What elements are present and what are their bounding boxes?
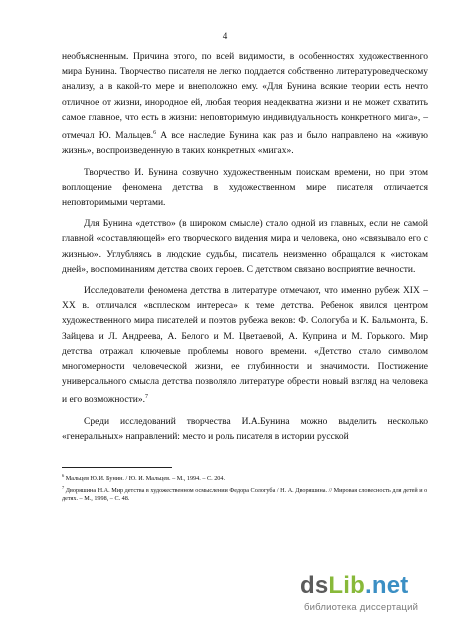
footnotes bbox=[62, 472, 428, 504]
footnote-6 bbox=[62, 472, 428, 484]
dslib-watermark[interactable] bbox=[300, 572, 448, 616]
logo-net: .net bbox=[365, 572, 409, 599]
logo-ds: ds bbox=[300, 572, 329, 599]
paragraph-3-text: Для Бунина «детство» (в широком смысле) стало одной из главных, если не самой главной «составляющей» его творческого видения мира и человека, оно «связывало его с жизнью». Углубляясь в людские судьбы, писатель неизменно обращался к «истокам дней», воспоминаниям детства своих героев. С детством связано восприятие вечности. bbox=[62, 219, 428, 275]
paragraph-1-text-b: А все наследие Бунина как раз и было направлено на «живую жизнь», воспроизведенную в таких конкретных «мигах». bbox=[62, 131, 428, 157]
paragraph-2-text: Творчество И. Бунина созвучно художественным поискам времени, но при этом воплощение феномена детства в художественном мире писателя отличается неповторимыми чертами. bbox=[62, 167, 428, 208]
footnote-7 bbox=[62, 484, 428, 504]
paragraph-5-text: Среди исследований творчества И.А.Бунина можно выделить несколько «генеральных» направлений: место и роль писателя в истории русской bbox=[62, 416, 428, 442]
dslib-logo bbox=[300, 572, 408, 600]
page-number: 4 bbox=[222, 31, 228, 41]
footnote-7-number: 7 bbox=[62, 484, 65, 490]
logo-lib: Lib bbox=[328, 572, 366, 599]
paragraph-4-text: Исследователи феномена детства в литературе отмечают, что именно рубеж XIX – XX в. отличался «всплеском интереса» к теме детства. Ребенок явился центром художественного мира писателей и поэтов рубежа веков: Ф. Сологуба и К. Бальмонта, Б. Зайцева и Л. Андреева, А. Белого и М. Цветаевой, А. Куприна и М. Горького. Мир детства отражал ключевые проблемы нового времени. «Детство стало символом многомерности человеческой жизни, ее глубинности и значимости. Постижение универсального смысла детства позволяло литературе обрести новый взгляд на человека и его возможности». bbox=[62, 286, 428, 406]
footnote-6-text: Мальцев Ю.И. Бунин. / Ю. И. Мальцев. – М., 1994. – С. 204. bbox=[64, 475, 226, 483]
footnote-ref-7[interactable]: 7 bbox=[145, 394, 148, 401]
paragraph-5 bbox=[62, 415, 428, 445]
paragraph-4 bbox=[62, 284, 428, 409]
footnote-6-number: 6 bbox=[62, 473, 65, 478]
dslib-subtitle: библиотека диссертаций bbox=[304, 602, 419, 613]
paragraph-1 bbox=[62, 50, 428, 160]
footnote-7-text: Дворяшина Н.А. Мир детства в художественном осмыслении Федора Сологуба / Н. А. Дворяшина. // Мировая словесность для детей и о детях. – М., 1998, – С. 48. bbox=[62, 486, 428, 503]
body-text bbox=[62, 50, 428, 451]
footnote-divider bbox=[62, 467, 172, 468]
paragraph-3 bbox=[62, 217, 428, 278]
footnote-ref-6[interactable]: 6 bbox=[153, 130, 157, 137]
paragraph-1-text-a: необъясненным. Причина этого, по всей видимости, в особенностях художественного мира Бунина. Творчество писателя не легко поддается собственно литературоведческому анализу, а в какой-то мере и внеположно ему. «Для Бунина всякие теории есть нечто отличное от жизни, инородное ей, любая теория неадекватна жизни и не может схватить самое главное, что есть в жизни: неповторимую индивидуальность конкретного мига», – отмечал Ю. Мальцев. bbox=[62, 52, 428, 142]
paragraph-2 bbox=[62, 166, 428, 212]
